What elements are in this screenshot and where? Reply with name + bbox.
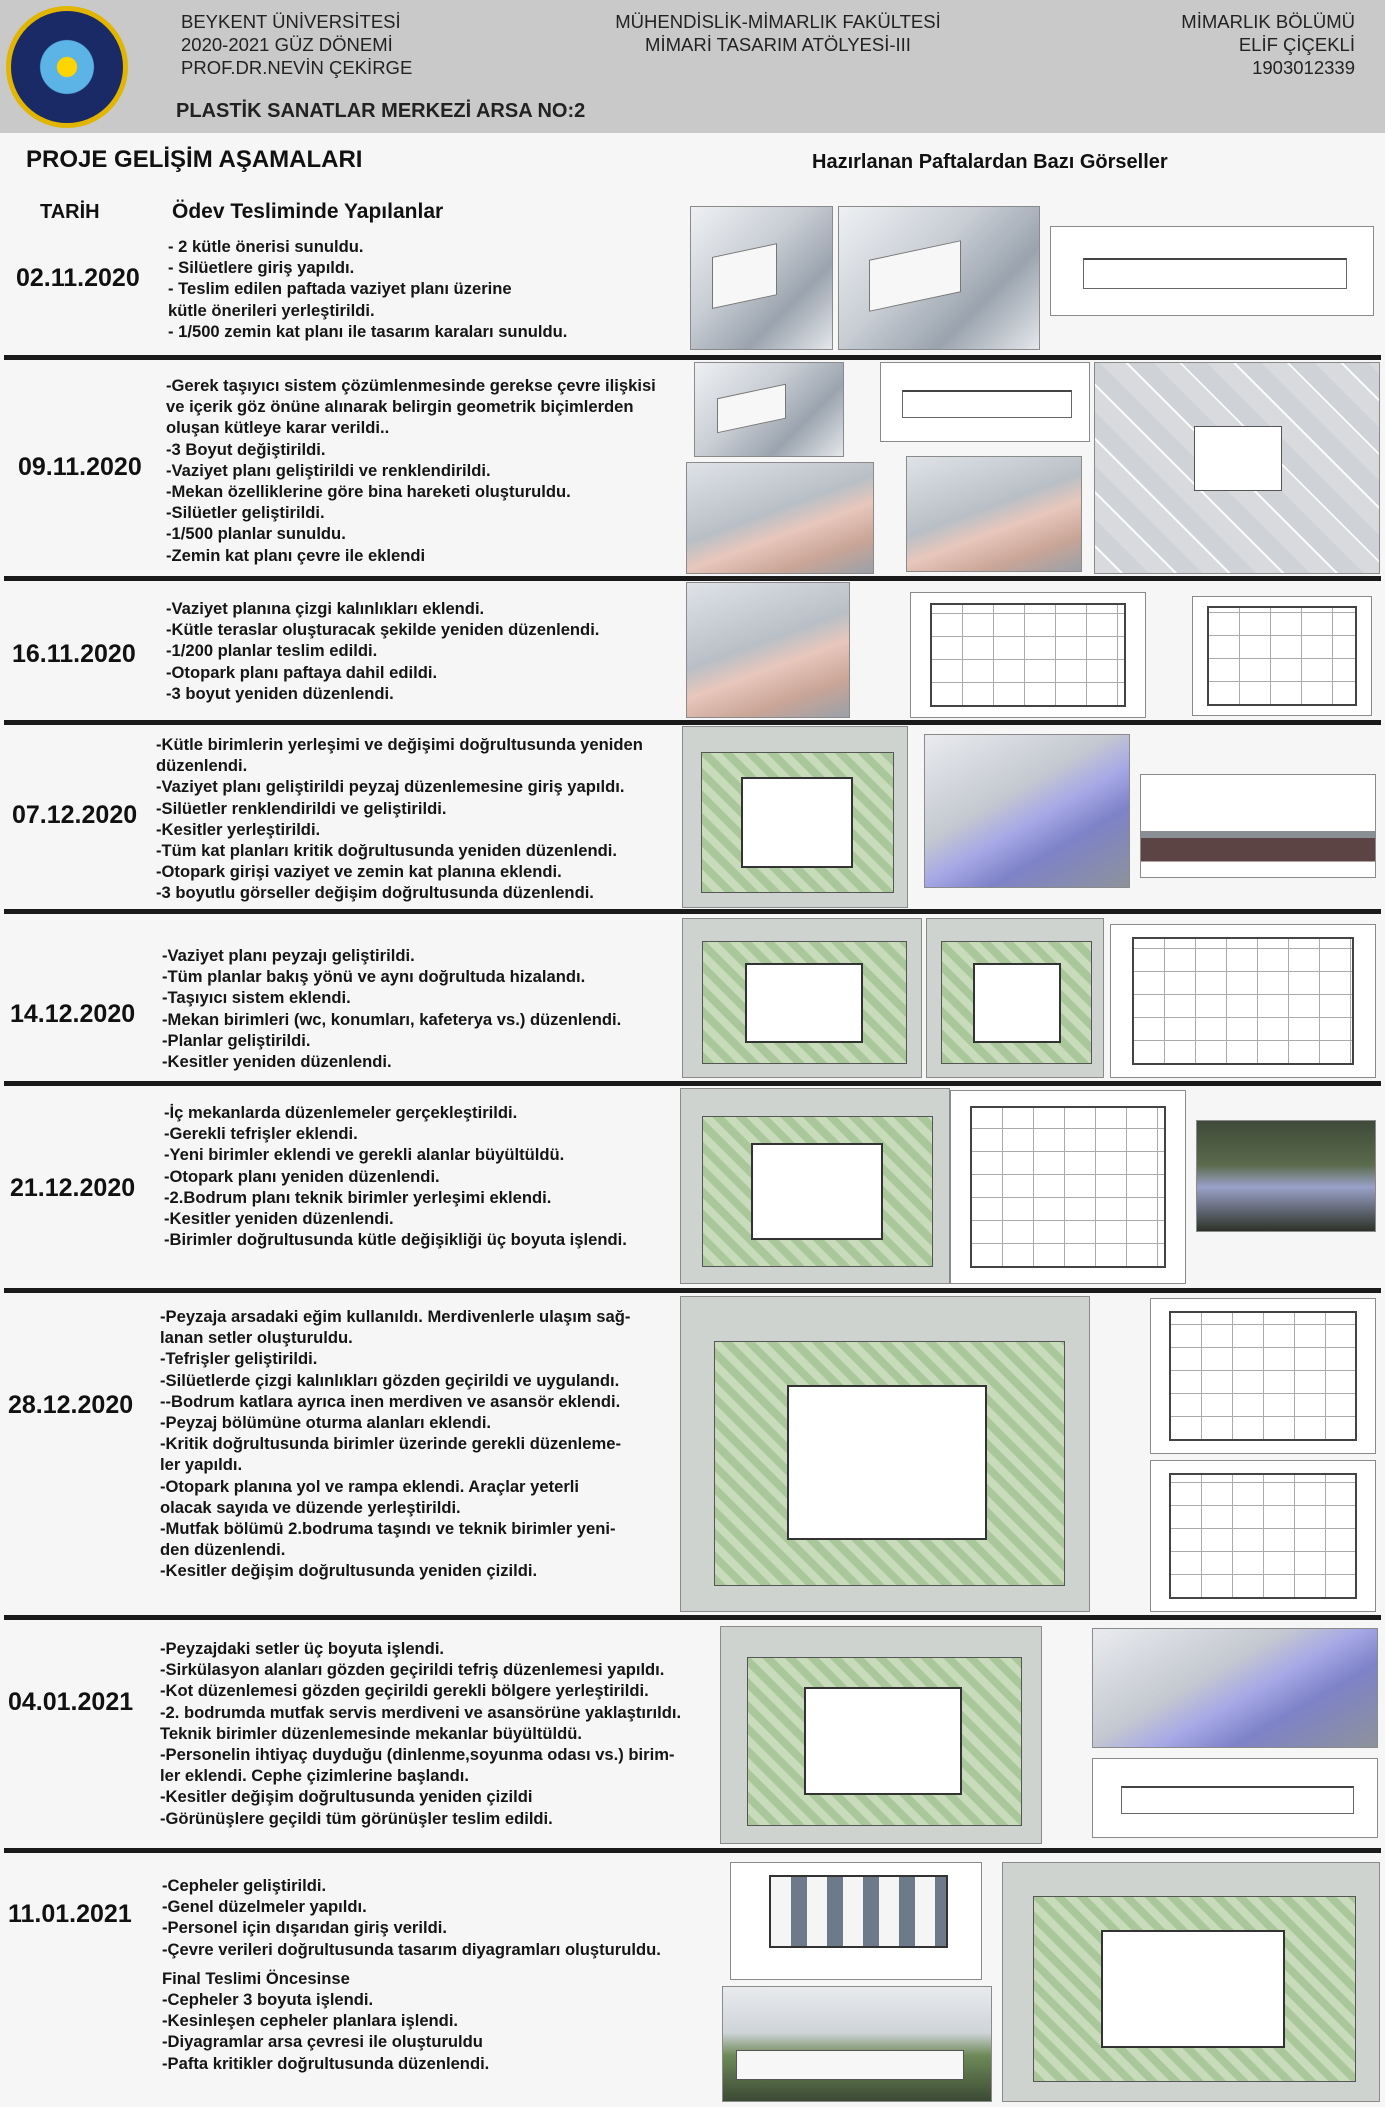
list-item: -Kesitler yeniden düzenlendi. (162, 1052, 392, 1072)
university-logo-icon (6, 6, 128, 128)
site-plan-image (682, 726, 908, 908)
list-item: lanan setler oluşturuldu. (160, 1328, 353, 1348)
sub-heading: Final Teslimi Öncesinse (162, 1968, 350, 1988)
student-number: 1903012339 (1252, 57, 1355, 78)
divider (4, 1288, 1381, 1293)
list-item: -Otopark planına yol ve rampa eklendi. Araçlar yeterli (160, 1476, 580, 1496)
entry-date: 11.01.2021 (8, 1900, 132, 1928)
massing-render-image (1092, 1628, 1378, 1748)
render-image (1196, 1120, 1376, 1232)
list-item: -Birimler doğrultusunda kütle değişikliği üç boyuta işlendi. (164, 1230, 627, 1250)
faculty-info (608, 10, 948, 56)
entry-date: 16.11.2020 (12, 640, 136, 668)
list-item: -2.Bodrum planı teknik birimler yerleşimi eklendi. (164, 1187, 552, 1207)
list-item: -Otopark planı paftaya dahil edildi. (166, 662, 438, 682)
divider (4, 720, 1381, 725)
list-item: -Kesitler değişim doğrultusunda yeniden çizildi (160, 1787, 533, 1807)
terrace-render-image (722, 1986, 992, 2102)
list-item: kütle önerileri yerleştirildi. (168, 300, 375, 320)
list-item: -Peyzaj bölümüne oturma alanları eklendi. (160, 1413, 492, 1433)
list-item: -Mekan özelliklerine göre bina hareketi oluşturuldu. (166, 482, 571, 502)
list-item: -Mutfak bölümü 2.bodruma taşındı ve teknik birimler yeni- (160, 1519, 616, 1539)
list-item: -Personelin ihtiyaç duyduğu (dinlenme,soyunma odası vs.) birim- (160, 1745, 675, 1765)
list-item: -Kütle teraslar oluşturacak şekilde yeniden düzenlendi. (166, 620, 600, 640)
term: 2020-2021 GÜZ DÖNEMİ (181, 34, 393, 55)
list-item: -Vaziyet planı geliştirildi peyzaj düzenlemesine giriş yapıldı. (156, 777, 625, 797)
list-item: oluşan kütleye karar verildi.. (166, 418, 390, 438)
divider (4, 355, 1381, 360)
massing-render-image (686, 462, 874, 574)
divider (4, 576, 1381, 581)
list-item: -Zemin kat planı çevre ile eklendi (166, 545, 426, 565)
list-item: -Gerekli tefrişler eklendi. (164, 1124, 358, 1144)
list-item: -Kritik doğrultusunda birimler üzerinde gerekli düzenleme- (160, 1434, 622, 1454)
date-column-heading: TARİH (40, 201, 100, 223)
images-heading: Hazırlanan Paftalardan Bazı Görseller (812, 151, 1168, 173)
list-item: ler yapıldı. (160, 1455, 243, 1475)
divider (4, 1615, 1381, 1620)
list-item: Teknik birimler düzenlemesinde mekanlar büyültüldü. (160, 1723, 583, 1743)
divider (4, 1081, 1381, 1086)
list-item: -1/500 planlar sunuldu. (166, 524, 346, 544)
list-item: -Vaziyet planına çizgi kalınlıkları eklendi. (166, 599, 485, 618)
entry-items (162, 1875, 661, 2074)
divider (4, 909, 1381, 914)
massing-render-image (924, 734, 1130, 888)
floor-plan-image (1150, 1298, 1376, 1454)
entry-items (156, 734, 643, 904)
facade-drawing-image (730, 1862, 982, 1980)
list-item: -Taşıyıcı sistem eklendi. (162, 988, 351, 1008)
massing-render-image (838, 206, 1040, 350)
list-item: ve içerik göz önüne alınarak belirgin geometrik biçimlerden (166, 397, 634, 417)
list-item: -Çevre verileri doğrultusunda tasarım diyagramları oluşturuldu. (162, 1939, 661, 1959)
entry-date: 04.01.2021 (8, 1688, 134, 1716)
entry-date: 21.12.2020 (10, 1174, 136, 1202)
list-item: -Planlar geliştirildi. (162, 1030, 311, 1050)
instructor: PROF.DR.NEVİN ÇEKİRGE (181, 57, 413, 78)
list-item: -Personel için dışarıdan giriş verildi. (162, 1918, 447, 1938)
sheet-title: PLASTİK SANATLAR MERKEZİ ARSA NO:2 (176, 100, 586, 122)
list-item: - Silüetlere giriş yapıldı. (168, 258, 355, 278)
list-item: -2. bodrumda mutfak servis merdiveni ve asansörüne yaklaştırıldı. (160, 1702, 682, 1722)
list-item: -Peyzaja arsadaki eğim kullanıldı. Merdivenlerle ulaşım sağ- (160, 1307, 631, 1326)
list-item: -Kütle birimlerin yerleşimi ve değişimi doğrultusunda yeniden (156, 735, 643, 754)
entry-items (166, 598, 599, 704)
floor-plan-image (910, 592, 1146, 718)
list-item: -Sirkülasyon alanları gözden geçirildi tefriş düzenlemesi yapıldı. (160, 1660, 665, 1680)
massing-render-image (686, 582, 850, 718)
department: MİMARLIK BÖLÜMÜ (1181, 11, 1355, 32)
list-item: düzenlendi. (156, 756, 248, 776)
section-drawing-image (880, 362, 1090, 442)
entry-items (166, 375, 656, 566)
list-item: -Gerek taşıyıcı sistem çözümlenmesinde gerekse çevre ilişkisi (166, 376, 656, 395)
ground-floor-plan-image (926, 918, 1104, 1078)
massing-render-image (694, 362, 844, 457)
list-item: -Silüetler geliştirildi. (166, 503, 325, 523)
list-item: -3 boyut yeniden düzenlendi. (166, 683, 394, 703)
list-item: -Tefrişler geliştirildi. (160, 1349, 318, 1369)
list-item: -Tüm planlar bakış yönü ve aynı doğrultuda hizalandı. (162, 967, 586, 987)
list-item: - Teslim edilen paftada vaziyet planı üzerine (168, 279, 512, 299)
list-item: -Yeni birimler eklendi ve gerekli alanlar büyültüldü. (164, 1145, 565, 1165)
floor-plan-image (1150, 1460, 1376, 1612)
facade-drawing-image (1092, 1758, 1378, 1838)
site-plan-image (720, 1626, 1042, 1844)
site-plan-image (680, 1088, 950, 1284)
entry-date: 09.11.2020 (18, 453, 142, 481)
massing-render-image (690, 206, 833, 350)
silhouette-drawing-image (1140, 774, 1376, 878)
student-info (1181, 10, 1355, 79)
list-item: -Peyzajdaki setler üç boyuta işlendi. (160, 1639, 445, 1658)
divider (4, 1848, 1381, 1853)
list-item: -Vaziyet planı geliştirildi ve renklendirildi. (166, 460, 491, 480)
silhouette-drawing-image (1050, 226, 1374, 316)
university-name: BEYKENT ÜNİVERSİTESİ (181, 11, 401, 32)
list-item: - 2 kütle önerisi sunuldu. (168, 237, 364, 256)
site-plan-image (682, 918, 922, 1078)
parking-plan-image (950, 1090, 1186, 1284)
list-item: olacak sayıda ve düzende yerleştirildi. (160, 1497, 461, 1517)
studio-name: MİMARİ TASARIM ATÖLYESİ-III (645, 34, 911, 55)
floor-plan-image (1110, 924, 1376, 1078)
list-item: -Otopark planı yeniden düzenlendi. (164, 1166, 440, 1186)
list-item: -Mekan birimleri (wc, konumları, kafeterya vs.) düzenlendi. (162, 1009, 622, 1029)
site-plan-image (680, 1296, 1090, 1612)
list-item: -Otopark girişi vaziyet ve zemin kat planına eklendi. (156, 862, 562, 882)
list-item: -Tüm kat planları kritik doğrultusunda yeniden düzenlendi. (156, 841, 617, 861)
list-item: ler eklendi. Cephe çizimlerine başlandı. (160, 1766, 469, 1786)
list-item: -Genel düzelmeler yapıldı. (162, 1897, 367, 1917)
list-item: -Vaziyet planı peyzajı geliştirildi. (162, 946, 415, 965)
list-item: -Kesitler yerleştirildi. (156, 819, 321, 839)
list-item: -Diyagramlar arsa çevresi ile oluşturuldu (162, 2032, 483, 2052)
student-name: ELİF ÇİÇEKLİ (1238, 34, 1355, 55)
entry-items (160, 1638, 681, 1829)
site-plan-image (1002, 1862, 1380, 2102)
list-item: -Kesitler değişim doğrultusunda yeniden çizildi. (160, 1561, 538, 1581)
entry-date: 14.12.2020 (10, 1000, 136, 1028)
list-item: -Cepheler 3 boyuta işlendi. (162, 1990, 374, 2010)
entry-items (164, 1102, 627, 1250)
section-title: PROJE GELİŞİM AŞAMALARI (26, 146, 363, 173)
list-item: -Pafta kritikler doğrultusunda düzenlendi. (162, 2053, 490, 2073)
work-column-heading: Ödev Tesliminde Yapılanlar (172, 200, 444, 223)
site-plan-image (1094, 362, 1380, 574)
list-item: -1/200 planlar teslim edildi. (166, 641, 378, 661)
parking-plan-image (1192, 596, 1372, 716)
header-band (0, 0, 1385, 133)
massing-render-image (906, 456, 1082, 572)
list-item: -3 boyutlu görseller değişim doğrultusunda düzenlendi. (156, 883, 594, 903)
list-item: -Kesinleşen cepheler planlara işlendi. (162, 2011, 459, 2031)
entry-date: 07.12.2020 (12, 801, 138, 829)
list-item: -Kesitler yeniden düzenlendi. (164, 1209, 394, 1229)
list-item: -İç mekanlarda düzenlemeler gerçekleştirildi. (164, 1103, 518, 1122)
entry-items (160, 1306, 630, 1582)
university-info (181, 10, 412, 79)
list-item: - 1/500 zemin kat planı ile tasarım karaları sunuldu. (168, 321, 568, 341)
list-item: -Silüetler renklendirildi ve geliştirildi. (156, 798, 447, 818)
list-item: --Bodrum katlara ayrıca inen merdiven ve asansör eklendi. (160, 1391, 621, 1411)
list-item: -3 Boyut değiştirildi. (166, 439, 326, 459)
list-item: -Cepheler geliştirildi. (162, 1876, 327, 1895)
faculty-name: MÜHENDİSLİK-MİMARLIK FAKÜLTESİ (615, 11, 941, 32)
list-item: -Görünüşlere geçildi tüm görünüşler teslim edildi. (160, 1808, 553, 1828)
list-item: den düzenlendi. (160, 1540, 286, 1560)
entry-date: 28.12.2020 (8, 1391, 134, 1419)
list-item: -Kot düzenlemesi gözden geçirildi gerekli bölgere yerleştirildi. (160, 1681, 649, 1701)
list-item: -Silüetlerde çizgi kalınlıkları gözden geçirildi ve uygulandı. (160, 1370, 620, 1390)
entry-date: 02.11.2020 (16, 264, 140, 292)
entry-items (168, 236, 567, 342)
entry-items (162, 945, 621, 1072)
